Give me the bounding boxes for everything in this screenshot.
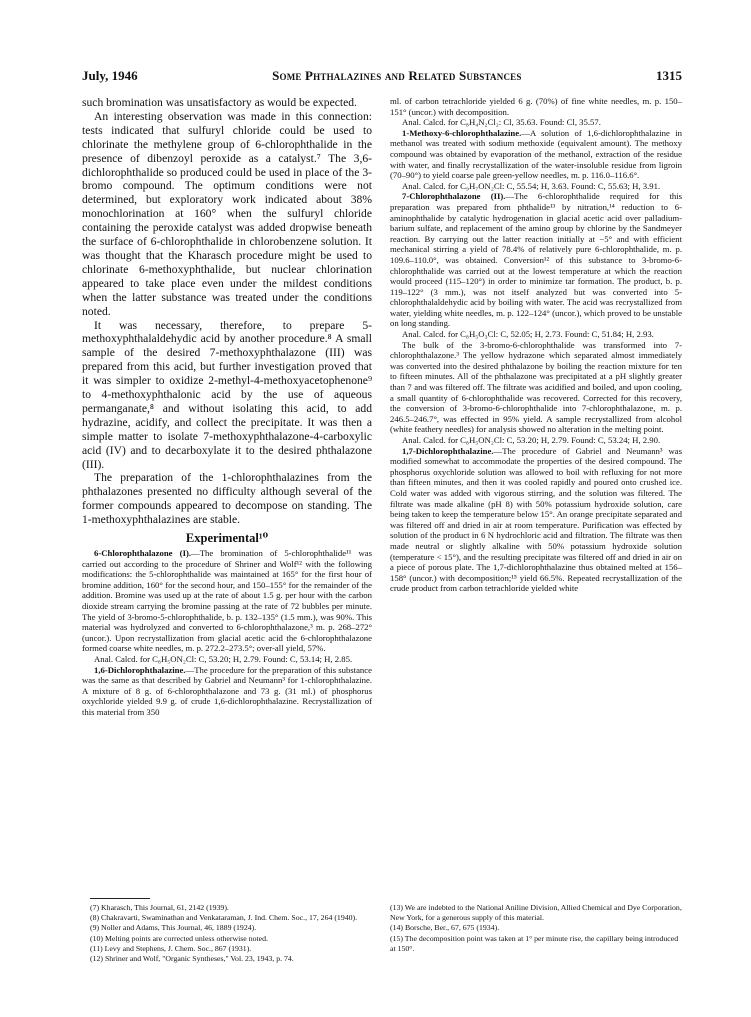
paragraph: —The procedure for the preparation of this substance was the same as that described by Gabriel and Neumann³ for 1-chlorophthalazine. A mixture of 8 g. of 6-chlorophthalazone and 73 g. (31 ml.) of phosphorus oxychloride yielded 9.9 g. of crude 1,6-dichlorophthalazine. Recrystallization of this material from 350 [82,664,372,717]
footnote: (14) Borsche, Ber., 67, 675 (1934). [390,923,500,933]
compound-title: 1,7-Dichlorophthalazine. [402,445,494,456]
paragraph: —The bromination of 5-chlorophthalide¹¹ was carried out according to the procedure of Shriner and Wolf¹² with the following modifications: the 5-chlorophthalide was maintained at 165° for the first hour of bromine addition, 160° for the second hour, and 150–155° for the remainder of the addition. Bromine was used up at the rate of about 1.5 g. per hour with the carbon dioxide stream carrying the bromine passing at the rate of 72 bubbles per minute. The yield of 3-bromo-5-chlorophthalide, b. p. 132–135° (1.5 mm.), was 90%. This material was hydrolyzed and converted to 6-chlorophthalazone,³ m. p. 268–272° (uncor.). Upon recrystallization from glacial acetic acid the 6-chlorophthalazone formed coarse white needles, m. p. 272.2–273.5°; over-all yield, 57%. [82,548,373,654]
header-title: Some Phthalazines and Related Substances [272,68,522,83]
analysis-line: Anal. Calcd. for C₈H₅ON₂Cl: C, 53.20; H, 2.79. Found: C, 53.14; H, 2.85. [94,654,353,665]
analysis-line: Anal. Calcd. for C₈H₅O₃Cl: C, 52.05; H, 2.73. Found: C, 51.84; H, 2.93. [402,329,654,340]
compound-title: 1-Methoxy-6-chlorophthalazine. [402,127,522,138]
footnote: (15) The decomposition point was taken at 1° per minute rise, the capillary being introduced at 150°. [390,933,679,953]
footnotes-right [390,903,682,954]
footnote: (13) We are indebted to the National Aniline Division, Allied Chemical and Dye Corporation, New York, for a generous supply of this material. [390,903,682,923]
footnote: (10) Melting points are corrected unless otherwise noted. [90,933,268,943]
footnote: (11) Levy and Stephens, J. Chem. Soc., 867 (1931). [90,943,252,953]
compound-title: 1,6-Dichlorophthalazine. [94,664,186,675]
footnote-rule [90,898,150,899]
analysis-line: Anal. Calcd. for C₈H₅ON₂Cl: C, 53.20; H, 2.79. Found: C, 53.24; H, 2.90. [402,435,661,445]
footnotes-left [90,903,372,964]
compound-title: 7-Chlorophthalazone (II). [402,191,506,202]
analysis-line: Anal. Calcd. for C₉H₇ON₂Cl: C, 55.54; H, 3.63. Found: C, 55.63; H, 3.91. [402,180,661,191]
paragraph: An interesting observation was made in this connection: tests indicated that sulfuryl chloride could be used to chlorinate the methylene group of 6-chlorophthalide in the presence of dibenzoyl peroxide as a catalyst.⁷ The 3,6-dichlorophthalide so produced could be used in place of the 3-bromo compound. The optimum conditions were not determined, but exploratory work indicated about 38% monochlorination at 160° when the sulfuryl chloride containing the peroxide catalyst was added dropwise beneath the surface of 6-chlorophthalide in chlorobenzene solution. It was thought that the Kharasch procedure might be used to chlorinate 6-methoxyphthalide, but nuclear chlorination appeared to take place even under the mildest conditions when the latter substance was treated under the conditions noted. [82,109,372,318]
right-column [390,96,682,594]
footnote: (7) Kharasch, This Journal, 61, 2142 (1939). [90,903,229,912]
running-header [82,68,682,84]
paragraph: It was necessary, therefore, to prepare 5-methoxyphthalaldehydic acid by another procedure.⁸ A small sample of the desired 7-methoxyphthalazone (III) was prepared from this acid, but further investigation proved that it was simpler to oxidize 2-methyl-4-methoxyacetophenone⁹ to 4-methoxyphthalonic acid by the use of aqueous permanganate,⁸ and without isolating this acid, to add hydrazine, acidify, and collect the precipitate. It was then a simple matter to isolate 7-methoxyphthalazone-4-carboxylic acid (IV) and to decarboxylate it to the desired phthalazone (III). [82,318,372,471]
paragraph: The preparation of the 1-chlorophthalazines from the phthalazones presented no difficulty although several of the former compounds appeared to decompose on standing. The 1-methoxyphthalazines are stable. [82,471,372,527]
paragraph: —A solution of 1,6-dichlorophthalazine in methanol was treated with sodium methoxide (equivalent amount). The methoxy compound was obtained by evaporation of the methanol, extraction of the residue with water, and finally recrystallization of the water-insoluble residue from ligroin (70–90°) to yield coarse pale green-yellow needles, m. p. 116.0–116.6°. [390,127,682,181]
compound-title: 6-Chlorophthalazone (I). [94,548,192,559]
paragraph: ml. of carbon tetrachloride yielded 6 g. (70%) of fine white needles, m. p. 150–151° (uncor.) with decomposition. [390,96,682,117]
paragraph: The bulk of the 3-bromo-6-chlorophthalide was transformed into 7-chlorophthalazone.³ The yellow hydrazone which separated almost immediately was converted into the desired phthalazone by boiling the reaction mixture for ten to fifteen minutes. All of the phthalazone was precipitated at a pH slightly greater than 7 and was filtered off. The filtrate was acidified and boiled, and upon cooling, a small quantity of 6-chlorophthalide was recovered. Corrected for this recovery, the conversion of 3-bromo-6-chlorophthalide into 7-chlorophthalazone, m. p. 246.5–246.7°, was effected in 95% yield. A sample recrystallized from alcohol (white feathery needles) for analysis showed no alteration in the melting point. [390,339,682,435]
header-date: July, 1946 [82,68,138,83]
footnote: (9) Noller and Adams, This Journal, 46, 1889 (1924). [90,923,257,933]
analysis-line: Anal. Calcd. for C₈H₄N₂Cl₂: Cl, 35.63. Found: Cl, 35.57. [402,117,601,128]
paragraph: —The 6-chlorophthalide required for this preparation was prepared from phthalide¹³ by nitration,¹⁴ reduction to 6-aminophthalide by catalytic hydrogenation in glacial acetic acid over palladium-barium sulfate, and replacement of the amino group by chlorine by the Sandmeyer reaction. By carrying out the latter reaction initially at −5° and with efficient mechanical stirring a yield of 78.4% of relatively pure 6-chlorophthalide, m. p. 109.6–110.0°, was obtained. Conversion¹² of this substance to 3-bromo-6-chlorophthalide was carried out at the lowest temperature at which the reaction would proceed (115–120°) in order to minimize tar formation. The product, b. p. 119–122° (3 mm.), was not itself analyzed but was converted into 5-chlorophthalaldehydic acid by boiling with water. The acid was recrystallized from water, yielding white needles, m. p. 122–124° (uncor.), which proved to be unstable on long standing. [390,191,682,329]
paragraph: such bromination was unsatisfactory as would be expected. [82,96,357,109]
paragraph: —The procedure of Gabriel and Neumann³ was modified somewhat to accommodate the properties of the desired compound. The phosphorus oxychloride solution was allowed to boil with refluxing for not more than fifteen minutes, and then it was cooled rapidly and poured onto crushed ice. Cold water was added with vigorous stirring, and the solution was filtered. The filtrate was made alkaline (pH 8) with 50% potassium hydroxide solution, care being taken to keep the temperature below 15°. An orange precipitate separated and was filtered off and dried in air at room temperature. Purification was effected by solution of the product in 6 N hydrochloric acid and filtration. The filtrate was then made neutral or slightly alkaline with 50% potassium hydroxide solution (temperature < 15°), and the resulting precipitate was filtered off and dried in air on a piece of porous plate. The 1,7-dichlorophthalazine thus obtained melted at 156–158° (uncor.) with decomposition;¹⁵ yield 66.5%. Repeated recrystallization of the crude product from carbon tetrachloride yielded white [390,445,682,594]
left-column [82,96,372,718]
header-page-number: 1315 [656,68,682,83]
section-heading: Experimental¹⁰ [185,531,269,546]
footnote: (12) Shriner and Wolf, "Organic Syntheses," Vol. 23, 1943, p. 74. [90,954,294,964]
footnote: (8) Chakravarti, Swaminathan and Venkataraman, J. Ind. Chem. Soc., 17, 264 (1940). [90,913,358,923]
